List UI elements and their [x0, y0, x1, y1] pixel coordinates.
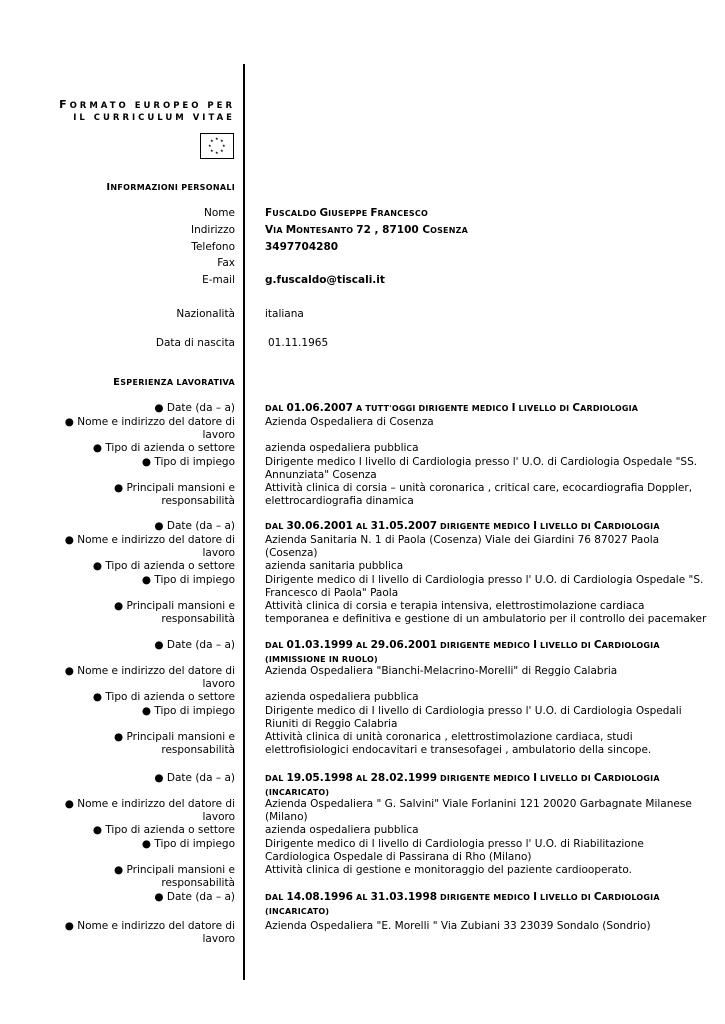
job-1-sector: azienda ospedaliera pubblica: [265, 442, 419, 454]
label-employer: ● Nome e indirizzo del datore di lavoro: [64, 798, 235, 823]
label-nome: Nome: [204, 207, 235, 219]
label-duties: ● Principali mansioni e responsabilità: [114, 864, 235, 889]
label-date: ● Date (da – a): [154, 639, 235, 651]
label-telefono: Telefono: [191, 241, 235, 253]
job-2-duties: Attività clinica di corsia e terapia intensiva, elettrostimolazione cardiaca temporanea e definitiva e gestione di un ambulatorio per il controllo dei pacemaker: [265, 600, 707, 625]
label-employer: ● Nome e indirizzo del datore di lavoro: [64, 665, 235, 690]
job-3-sector: azienda ospedaliera pubblica: [265, 691, 419, 703]
job-3-date: DAL 01.03.1999 AL 29.06.2001 DIRIGENTE MEDICO I LIVELLO DI CARDIOLOGIA (IMMISSIONE IN RUOLO): [265, 639, 660, 664]
job-4-employer: Azienda Ospedaliera " G. Salvini" Viale Forlanini 121 20020 Garbagnate Milanese (Milano): [265, 798, 692, 823]
label-employment: ● Tipo di impiego: [141, 838, 235, 850]
job-1-employer: Azienda Ospedaliera di Cosenza: [265, 416, 434, 428]
label-date: ● Date (da – a): [154, 520, 235, 532]
value-indirizzo: VIA MONTESANTO 72 , 87100 COSENZA: [265, 224, 468, 236]
label-sector: ● Tipo di azienda o settore: [92, 824, 235, 836]
label-sector: ● Tipo di azienda o settore: [92, 560, 235, 572]
job-3-employment: Dirigente medico di I livello di Cardiologia presso l' U.O. di Cardiologia Ospedali Riuniti di Reggio Calabria: [265, 705, 682, 730]
value-nazionalita: italiana: [265, 308, 304, 320]
section-experience-title: ESPERIENZA LAVORATIVA: [113, 377, 235, 388]
doc-title-line2: IL CURRICULUM VITAE: [73, 113, 235, 123]
label-employment: ● Tipo di impiego: [141, 574, 235, 586]
label-duties: ● Principali mansioni e responsabilità: [114, 600, 235, 625]
label-employer: ● Nome e indirizzo del datore di lavoro: [64, 920, 235, 945]
label-indirizzo: Indirizzo: [190, 224, 235, 236]
label-sector: ● Tipo di azienda o settore: [92, 691, 235, 703]
label-employer: ● Nome e indirizzo del datore di lavoro: [64, 416, 235, 441]
job-3-employer: Azienda Ospedaliera "Bianchi-Melacrino-Morelli" di Reggio Calabria: [265, 665, 618, 677]
doc-title-line1: FORMATO EUROPEO PER: [59, 98, 235, 111]
job-4-date: DAL 19.05.1998 AL 28.02.1999 DIRIGENTE MEDICO I LIVELLO DI CARDIOLOGIA (INCARICATO): [265, 772, 660, 797]
eu-flag-icon: ★ ★ ★ ★ ★ ★ ★ ★: [200, 133, 234, 159]
label-nazionalita: Nazionalità: [176, 308, 235, 320]
job-1-duties: Attività clinica di corsia – unità coronarica , critical care, ecocardiografia Doppler, elettrocardiografia dinamica: [265, 482, 693, 507]
column-divider: [243, 64, 245, 980]
job-1-employment: Dirigente medico I livello di Cardiologia presso l' U.O. di Cardiologia Ospedale "SS. Annunziata" Cosenza: [265, 456, 698, 481]
value-nome: FUSCALDO GIUSEPPE FRANCESCO: [265, 207, 428, 219]
value-email: g.fuscaldo@tiscali.it: [265, 274, 385, 286]
job-1-date: DAL 01.06.2007 A TUTT'OGGI DIRIGENTE MEDICO I LIVELLO DI CARDIOLOGIA: [265, 402, 639, 414]
job-4-duties: Attività clinica di gestione e monitoraggio del paziente cardiooperato.: [265, 864, 632, 876]
job-4-sector: azienda ospedaliera pubblica: [265, 824, 419, 836]
label-employment: ● Tipo di impiego: [141, 705, 235, 717]
label-employment: ● Tipo di impiego: [141, 456, 235, 468]
label-date: ● Date (da – a): [154, 402, 235, 414]
job-3-duties: Attività clinica di unità coronarica , elettrostimolazione cardiaca, studi elettrofisiologici endocavitari e transesofagei , ambulatorio della sincope.: [265, 731, 652, 756]
label-sector: ● Tipo di azienda o settore: [92, 442, 235, 454]
label-employer: ● Nome e indirizzo del datore di lavoro: [64, 534, 235, 559]
job-5-employer: Azienda Ospedaliera "E. Morelli " Via Zubiani 33 23039 Sondalo (Sondrio): [265, 920, 651, 932]
job-4-employment: Dirigente medico di I livello di Cardiologia presso l' U.O. di Riabilitazione Cardiologica Ospedale di Passirana di Rho (Milano): [265, 838, 644, 863]
label-email: E-mail: [202, 274, 235, 286]
job-2-employer: Azienda Sanitaria N. 1 di Paola (Cosenza) Viale dei Giardini 76 87027 Paola (Cosenza): [265, 534, 660, 559]
label-date: ● Date (da – a): [154, 772, 235, 784]
value-telefono: 3497704280: [265, 241, 339, 253]
label-data-nascita: Data di nascita: [155, 337, 235, 349]
job-2-date: DAL 30.06.2001 AL 31.05.2007 DIRIGENTE MEDICO I LIVELLO DI CARDIOLOGIA: [265, 520, 660, 532]
job-5-date: DAL 14.08.1996 AL 31.03.1998 DIRIGENTE MEDICO I LIVELLO DI CARDIOLOGIA (INCARICATO): [265, 891, 660, 916]
label-fax: Fax: [217, 257, 235, 269]
job-2-employment: Dirigente medico di I livello di Cardiologia presso l' U.O. di Cardiologia Ospedale "S. Francesco di Paola" Paola: [265, 574, 704, 599]
value-data-nascita: 01.11.1965: [268, 337, 329, 349]
label-duties: ● Principali mansioni e responsabilità: [114, 731, 235, 756]
label-duties: ● Principali mansioni e responsabilità: [114, 482, 235, 507]
label-date: ● Date (da – a): [154, 891, 235, 903]
job-2-sector: azienda sanitaria pubblica: [265, 560, 404, 572]
section-personal-title: INFORMAZIONI PERSONALI: [106, 182, 235, 193]
